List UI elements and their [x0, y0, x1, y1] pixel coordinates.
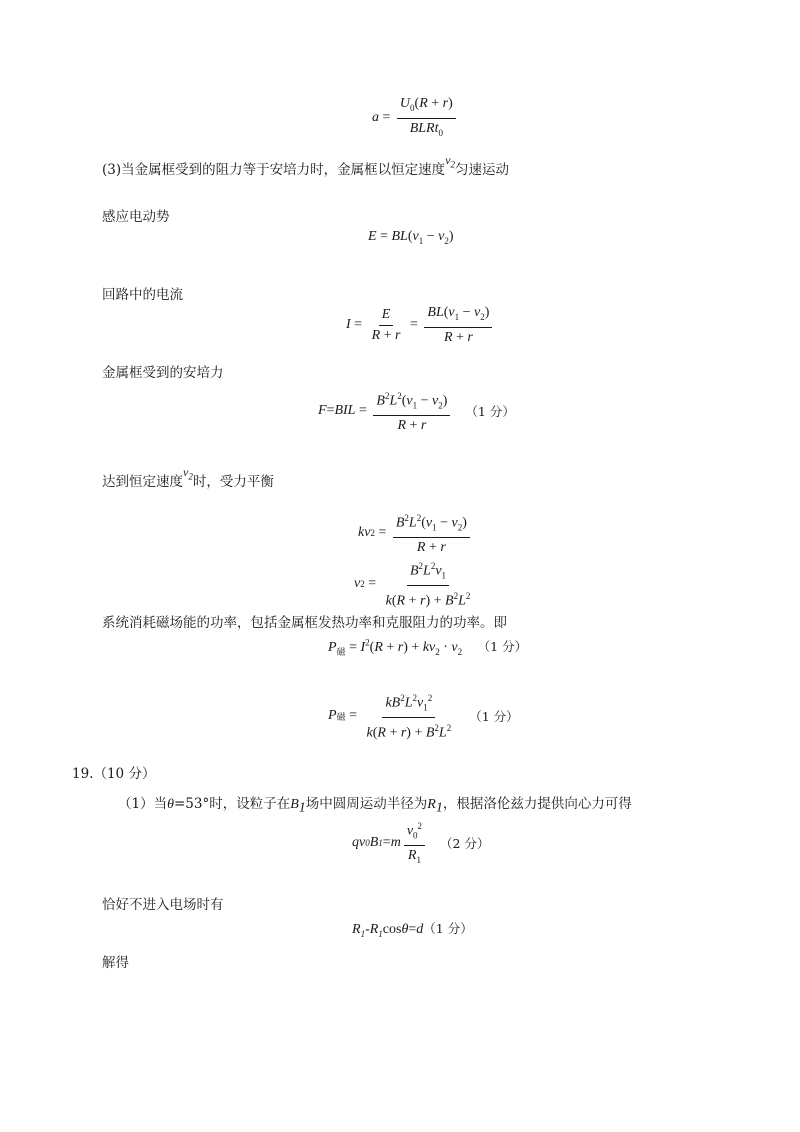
score-force: （1 分） [465, 404, 515, 420]
equation-v2: v 2 = $\frac{B^2L^2v_1}{k(R + r) + B^2L^2}$ [354, 558, 476, 610]
equation-acceleration: a = $\frac{U_0(R + r)}{BLRt_0}$ [372, 96, 459, 141]
part3-intro-text: (3)当金属框受到的阻力等于安培力时，金属框以恒定速度 [102, 162, 446, 178]
q19-part1-b: =53°时，设粒子在 [173, 796, 291, 812]
no-field-label: 恰好不进入电场时有 [102, 897, 224, 913]
q19-part1-a: （1）当 [118, 796, 168, 812]
emf-label: 感应电动势 [102, 209, 170, 225]
equation-current: I = $\frac{E}{R + r}$ = $\frac{BL(v_1 - v_2)}{R + r}$ [346, 305, 495, 346]
equation-emf: $E = BL(v_1 - v_2)$ [368, 229, 454, 246]
equation-force: F = BIL = $\frac{B^2L^2(v_1 - v_2)}{R + r}$ （1 分） [318, 388, 515, 434]
balance-label-line: 达到恒定速度$v_2$时，受力平衡 [102, 465, 274, 490]
question-19-title: 19.（10 分） [72, 766, 156, 782]
score-power-1: （1 分） [477, 639, 528, 654]
score-lorentz: （2 分） [440, 836, 490, 852]
current-label: 回路中的电流 [102, 287, 183, 303]
q19-part1-d: ，根据洛伦兹力提供向心力可得 [442, 796, 632, 812]
power-label: 系统消耗磁场能的功率，包括金属框发热功率和克服阻力的功率。即 [102, 615, 507, 631]
part3-intro-end: 匀速运动 [454, 162, 509, 178]
q19-part1-line: （1）当θ=53°时，设粒子在$B_1$场中圆周运动半径为$R_1$，根据洛伦兹力提供向心力可得 [118, 796, 632, 816]
equation-power-1: $P_磁 = I^2(R + r) + kv_2 \cdot v_2$ （1 分） [328, 637, 528, 657]
force-label: 金属框受到的安培力 [102, 365, 224, 381]
equation-power-2: P 磁 = $\frac{kB^2L^2v_1^2}{k(R + r) + B^2L^2}$ （1 分） [328, 690, 519, 742]
balance-label-b: 时，受力平衡 [192, 474, 274, 490]
balance-label-a: 达到恒定速度 [102, 474, 183, 490]
equation-balance: kv 2 = $\frac{B^2L^2(v_1 - v_2)}{R + r}$ [358, 510, 473, 556]
equation-radius: $R_1-R_1\cos\theta=d(1$ 分） [352, 921, 473, 939]
equation-lorentz: qv 0 B 1 = m $\frac{v_0^2}{R_1}$ （2 分） [352, 818, 489, 868]
score-power-2: （1 分） [469, 709, 519, 725]
part3-intro-line: (3)当金属框受到的阻力等于安培力时，金属框以恒定速度$v_2$匀速运动 [102, 153, 509, 178]
q19-part1-c: 场中圆周运动半径为 [305, 796, 428, 812]
score-radius: （1 分） [423, 921, 473, 936]
solve-label: 解得 [102, 955, 129, 971]
